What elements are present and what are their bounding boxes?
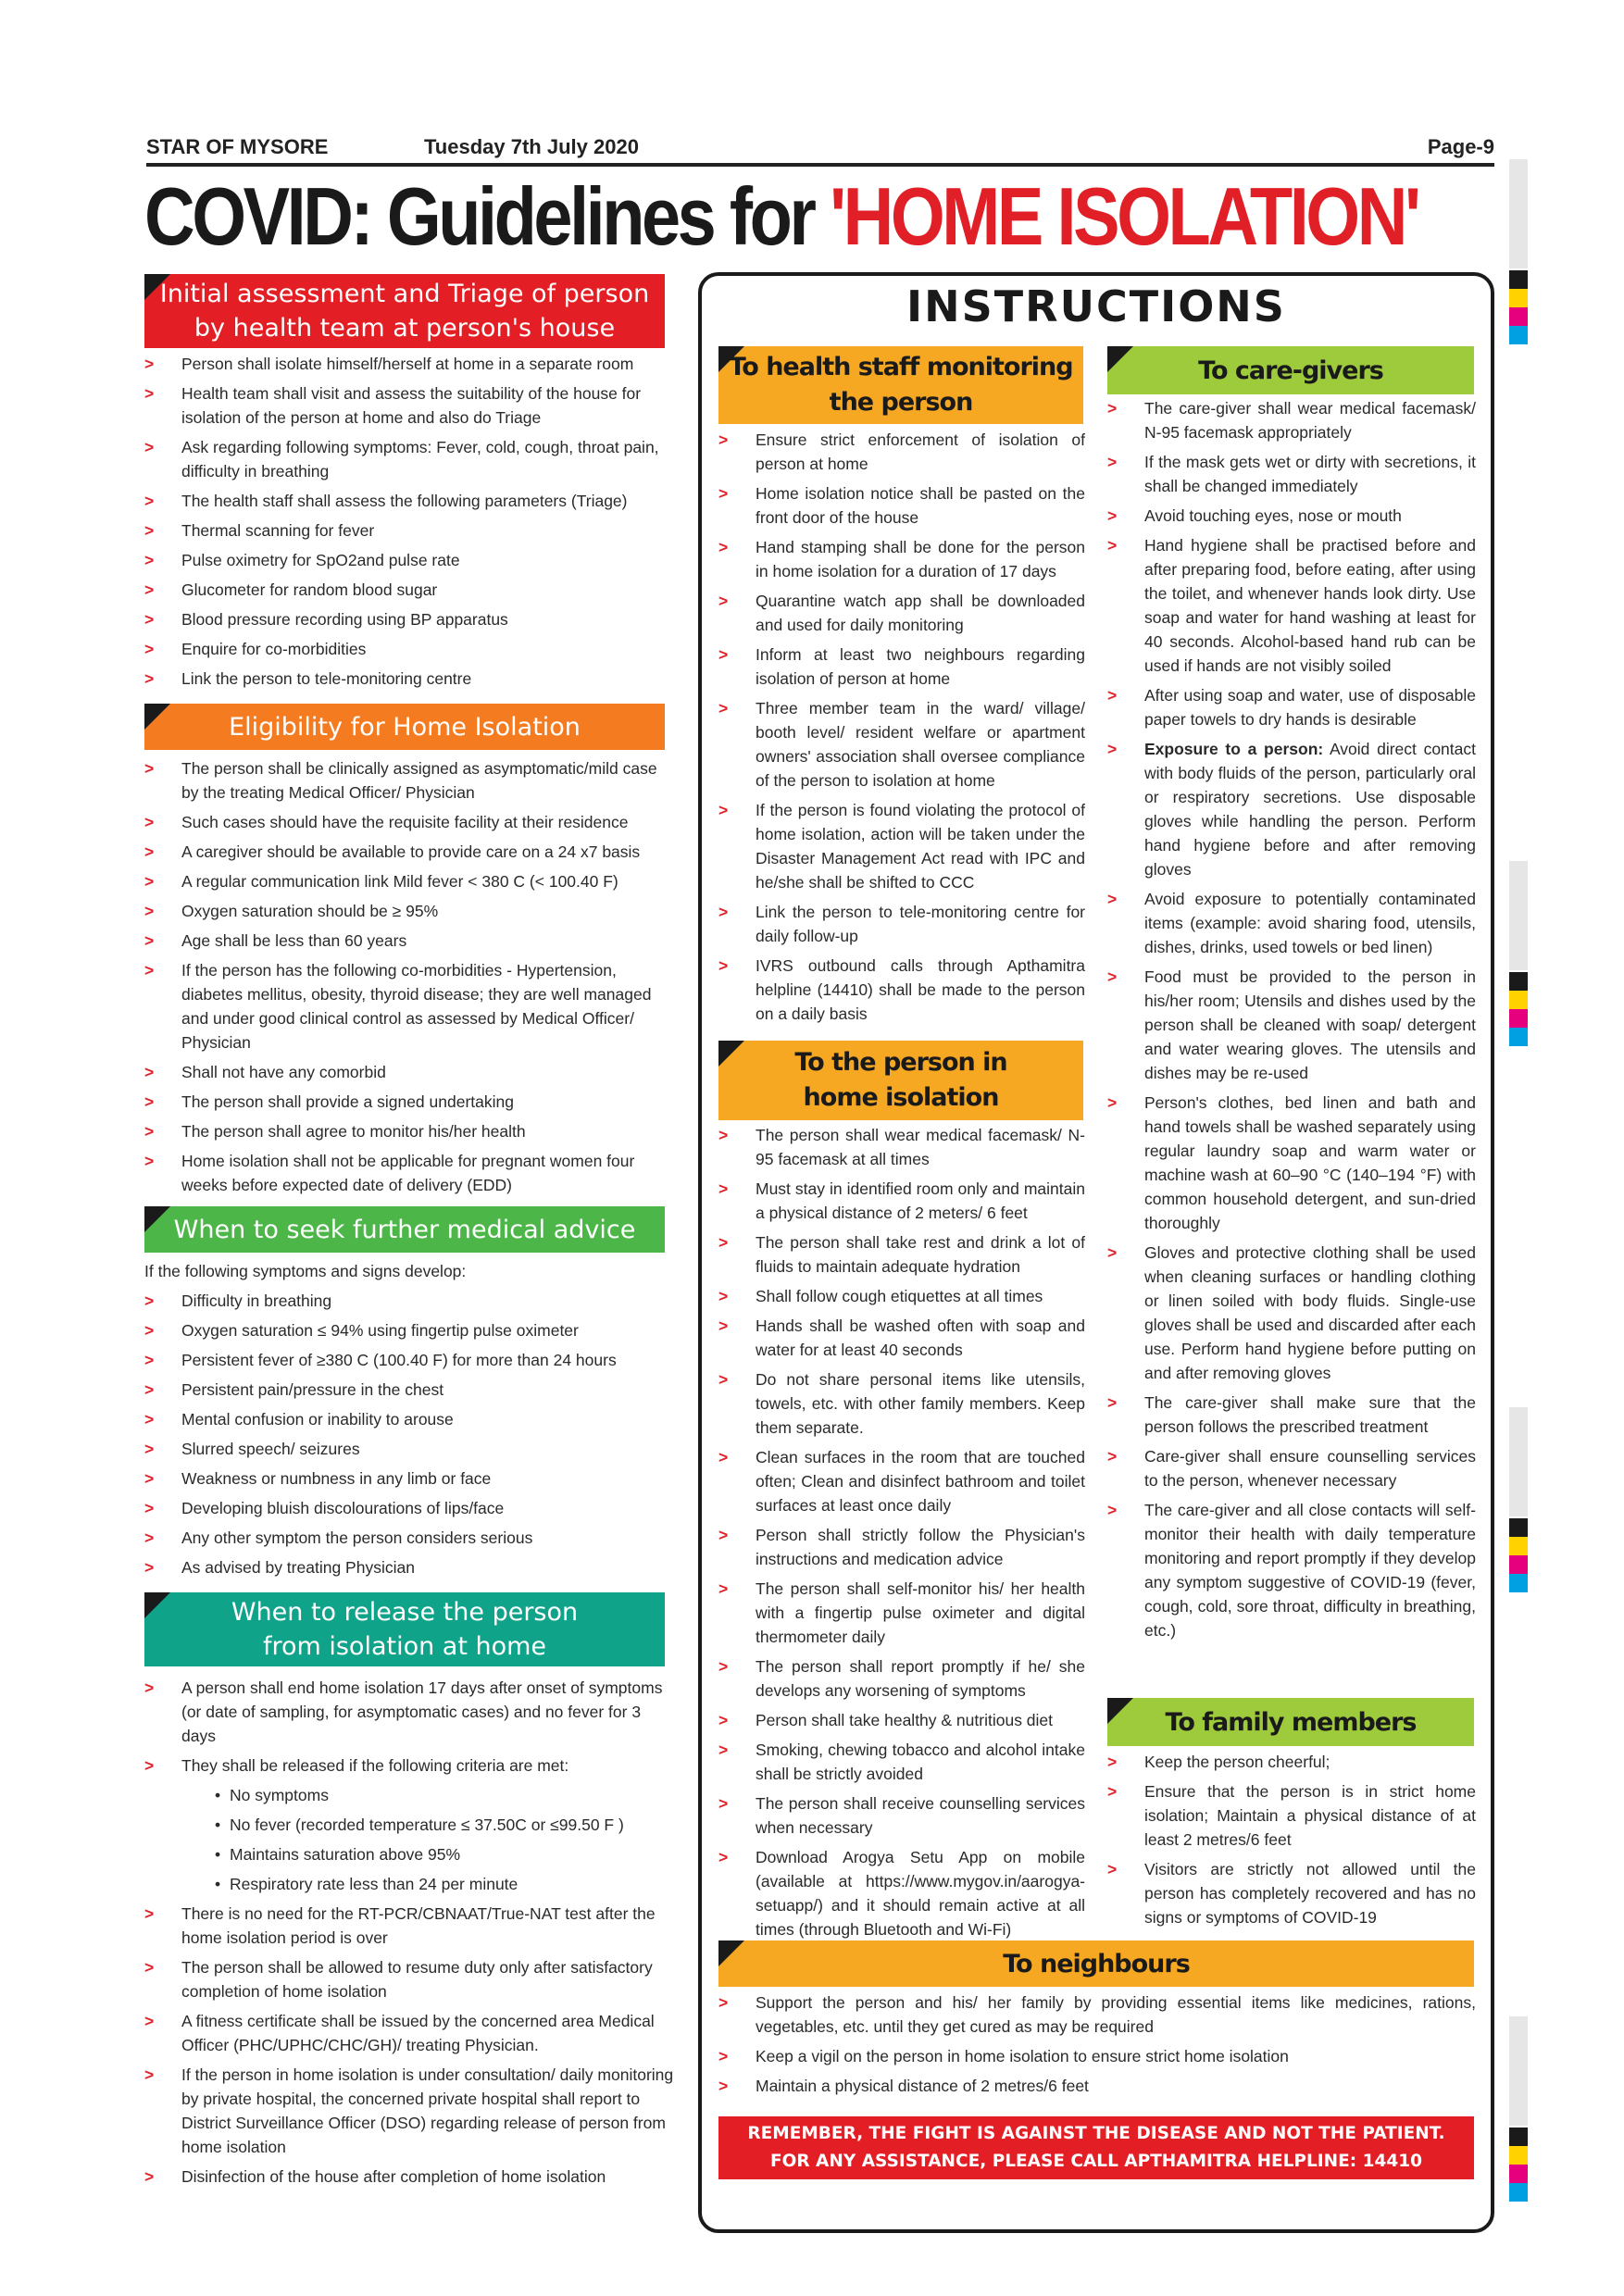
bullet-icon: >	[1107, 1860, 1118, 1878]
bullet-icon: >	[718, 1848, 729, 1866]
bullet-icon: >	[1107, 1501, 1118, 1519]
headline-part1: COVID: Guidelines for	[144, 170, 831, 262]
bullet-icon: >	[718, 1233, 729, 1252]
list-item: > Person's clothes, bed linen and bath and hand towels shall be washed separately using regular laundry soap and warm water or machine wash at 60–90 °C (140–194 °F) with common household detergent, and sun-dried thoroughly	[1107, 1091, 1476, 1235]
list-item: > Person shall strictly follow the Physician's instructions and medication advice	[718, 1523, 1085, 1571]
bullet-icon: >	[1107, 740, 1118, 758]
bullet-icon: >	[144, 355, 155, 373]
newspaper-name: STAR OF MYSORE	[146, 135, 329, 158]
list-item: > The care-giver shall make sure that the person follows the prescribed treatment	[1107, 1391, 1476, 1439]
bullet-icon: >	[718, 1370, 729, 1389]
bullet-icon: >	[1107, 1093, 1118, 1112]
list-item: > Exposure to a person: Avoid direct contact with body fluids of the person, particularly oral or respiratory secretions. Use disposable gloves while handling the person. Perform hand hygiene before and after removing gloves	[1107, 737, 1476, 881]
bullet-icon: >	[144, 438, 155, 456]
eligibility-title: Eligibility for Home Isolation	[229, 712, 581, 742]
bullet-icon: >	[718, 592, 729, 610]
list-item: > Age shall be less than 60 years	[144, 929, 676, 953]
bullet-icon: >	[144, 1152, 155, 1170]
family-title: To family members	[1165, 1707, 1417, 1737]
list-item: > Hand hygiene shall be practised before and after preparing food, before eating, after using the toilet, and whenever hands look dirty. Use soap and water for hand washing at least for 40 seconds. Alcohol-based hand rub can be used if hands are not visibly soiled	[1107, 533, 1476, 678]
list-item: > Three member team in the ward/ village/ booth level/ resident welfare or apartment owners' association shall oversee compliance of the person to isolation at home	[718, 696, 1085, 792]
bullet-icon: >	[1107, 1393, 1118, 1412]
neighbours-section-header	[718, 1940, 1474, 1987]
corner-triangle-icon	[144, 704, 170, 730]
list-item: > A regular communication link Mild fever < 380 C (< 100.40 F)	[144, 869, 676, 893]
color-registration-marks	[1509, 972, 1528, 1046]
bullet-icon: >	[144, 872, 155, 891]
list-item: > The care-giver and all close contacts will self-monitor their health with daily temperature monitoring and report promptly if they develop any symptom suggestive of COVID-19 (fever, cough, cold, sore throat, difficulty in breathing, etc.)	[1107, 1498, 1476, 1642]
bullet-icon: >	[718, 1126, 729, 1144]
margin-bar	[1509, 159, 1528, 268]
list-item: > After using soap and water, use of disposable paper towels to dry hands is desirable	[1107, 683, 1476, 731]
criteria-item: • Respiratory rate less than 24 per minute	[144, 1872, 676, 1896]
bullet-icon: >	[144, 759, 155, 778]
bullet-icon: >	[718, 1179, 729, 1198]
bullet-icon: >	[718, 2047, 729, 2065]
list-item: > Person shall take healthy & nutritious diet	[718, 1708, 1085, 1732]
list-item: > Gloves and protective clothing shall be used when cleaning surfaces or handling clothing or linen soiled with body fluids. Single-use gloves shall be used and discarded after each use. Perform hand hygiene before putting on and after removing gloves	[1107, 1241, 1476, 1385]
helpline-banner	[718, 2116, 1474, 2179]
bullet-icon: >	[144, 1529, 155, 1547]
bullet-icon: >	[718, 1794, 729, 1813]
list-item: > If the person is found violating the protocol of home isolation, action will be taken under the Disaster Management Act read with IPC and he/she shall be shifted to CCC	[718, 798, 1085, 894]
list-item: > The person shall report promptly if he/ she develops any worsening of symptoms	[718, 1654, 1085, 1703]
release-title-line2: from isolation at home	[262, 1632, 547, 1661]
corner-triangle-icon	[1107, 346, 1133, 372]
list-item: > Weakness or numbness in any limb or face	[144, 1466, 676, 1491]
masthead	[146, 135, 1494, 167]
bullet-icon: >	[144, 1558, 155, 1577]
bullet-icon: >	[718, 1287, 729, 1305]
bullet-icon: >	[718, 956, 729, 975]
staff-list	[718, 428, 1085, 1031]
list-item: > Persistent pain/pressure in the chest	[144, 1378, 676, 1402]
bullet-icon: >	[144, 384, 155, 403]
list-item: > Support the person and his/ her family by providing essential items like medicines, rations, vegetables, etc. until they get cured as may be required	[718, 1990, 1476, 2039]
triage-section-header	[144, 274, 665, 348]
list-item: > Ensure that the person is in strict home isolation; Maintain a physical distance of at least 2 metres/6 feet	[1107, 1779, 1476, 1852]
bullet-icon: >	[144, 1958, 155, 1977]
list-item: > Slurred speech/ seizures	[144, 1437, 676, 1461]
bullet-icon: >	[144, 902, 155, 920]
list-item: > Home isolation notice shall be pasted on the front door of the house	[718, 481, 1085, 530]
bullet-icon: >	[718, 1741, 729, 1759]
bullet-icon: >	[144, 580, 155, 599]
dot-bullet-icon: •	[215, 1845, 221, 1864]
bullet-icon: >	[718, 1526, 729, 1544]
corner-triangle-icon	[718, 346, 744, 372]
advice-section-header	[144, 1206, 665, 1253]
family-list	[1107, 1750, 1476, 1935]
caregivers-list	[1107, 396, 1476, 1648]
headline-part2: 'HOME ISOLATION'	[830, 170, 1418, 262]
bullet-icon: >	[144, 2065, 155, 2084]
page-number: Page-9	[1427, 135, 1494, 158]
list-item: > Quarantine watch app shall be downloaded and used for daily monitoring	[718, 589, 1085, 637]
dot-bullet-icon: •	[215, 1875, 221, 1893]
list-item: > Shall not have any comorbid	[144, 1060, 676, 1084]
bullet-icon: >	[144, 1292, 155, 1310]
list-item: > The person shall wear medical facemask/ N-95 facemask at all times	[718, 1123, 1085, 1171]
bullet-icon: >	[718, 430, 729, 449]
list-item: > Oxygen saturation should be ≥ 95%	[144, 899, 676, 923]
color-registration-marks	[1509, 2128, 1528, 2202]
person-section-header	[718, 1041, 1083, 1120]
bullet-icon: >	[718, 538, 729, 556]
bullet-icon: >	[144, 2167, 155, 2186]
bullet-icon: >	[144, 1904, 155, 1923]
list-item: > Difficulty in breathing	[144, 1289, 676, 1313]
list-item: > Smoking, chewing tobacco and alcohol intake shall be strictly avoided	[718, 1738, 1085, 1786]
corner-triangle-icon	[144, 1206, 170, 1232]
release-section-header	[144, 1592, 665, 1666]
bullet-icon: >	[144, 640, 155, 658]
list-item: > Persistent fever of ≥380 C (100.40 F) for more than 24 hours	[144, 1348, 676, 1372]
bullet-icon: >	[718, 2077, 729, 2095]
list-item: > Any other symptom the person considers serious	[144, 1526, 676, 1550]
bullet-icon: >	[144, 1469, 155, 1488]
page-headline	[144, 163, 1418, 270]
list-item: > The person shall be allowed to resume duty only after satisfactory completion of home isolation	[144, 1955, 676, 2003]
list-item: > Such cases should have the requisite facility at their residence	[144, 810, 676, 834]
criteria-item: • Maintains saturation above 95%	[144, 1842, 676, 1866]
bullet-icon: >	[144, 961, 155, 980]
exposure-label: Exposure to a person:	[1144, 740, 1324, 758]
list-item: > There is no need for the RT-PCR/CBNAAT/True-NAT test after the home isolation period is over	[144, 1902, 676, 1950]
list-item: > Home isolation shall not be applicable for pregnant women four weeks before expected date of delivery (EDD)	[144, 1149, 676, 1197]
list-item: > The person shall self-monitor his/ her health with a fingertip pulse oximeter and digital thermometer daily	[718, 1577, 1085, 1649]
list-item: > The person shall take rest and drink a lot of fluids to maintain adequate hydration	[718, 1230, 1085, 1279]
list-item: > Person shall isolate himself/herself at home in a separate room	[144, 352, 676, 376]
bullet-icon: >	[1107, 399, 1118, 418]
list-item: > Link the person to tele-monitoring centre	[144, 667, 676, 691]
bullet-icon: >	[1107, 453, 1118, 471]
list-item: > Disinfection of the house after completion of home isolation	[144, 2165, 676, 2189]
triage-list	[144, 352, 676, 696]
bullet-icon: >	[718, 484, 729, 503]
list-item: > Ask regarding following symptoms: Fever, cold, cough, throat pain, difficulty in breathing	[144, 435, 676, 483]
bullet-icon: >	[144, 1499, 155, 1517]
list-item: > Health team shall visit and assess the suitability of the house for isolation of the person at home and also do Triage	[144, 381, 676, 430]
corner-triangle-icon	[144, 1592, 170, 1618]
list-item: > Keep a vigil on the person in home isolation to ensure strict home isolation	[718, 2044, 1476, 2068]
list-item: > A person shall end home isolation 17 days after onset of symptoms (or date of sampling, for asymptomatic cases) and no fever for 3 days	[144, 1676, 676, 1748]
bullet-icon: >	[718, 1711, 729, 1729]
bullet-icon: >	[144, 1410, 155, 1429]
margin-bar	[1509, 1407, 1528, 1516]
list-item: > Shall follow cough etiquettes at all times	[718, 1284, 1085, 1308]
bullet-icon: >	[144, 1756, 155, 1775]
dot-bullet-icon: •	[215, 1786, 221, 1804]
corner-triangle-icon	[718, 1041, 744, 1067]
bullet-icon: >	[718, 1448, 729, 1466]
list-item: > Inform at least two neighbours regarding isolation of person at home	[718, 643, 1085, 691]
bullet-icon: >	[144, 521, 155, 540]
eligibility-list	[144, 756, 676, 1203]
staff-section-header	[718, 346, 1083, 424]
list-item: > Clean surfaces in the room that are touched often; Clean and disinfect bathroom and toilet surfaces at least once daily	[718, 1445, 1085, 1517]
list-item: > Avoid touching eyes, nose or mouth	[1107, 504, 1476, 528]
list-item: > IVRS outbound calls through Apthamitra helpline (14410) shall be made to the person on a daily basis	[718, 954, 1085, 1026]
list-item: > Do not share personal items like utensils, towels, etc. with other family members. Keep them separate.	[718, 1367, 1085, 1440]
list-item: > The care-giver shall wear medical facemask/ N-95 facemask appropriately	[1107, 396, 1476, 444]
triage-title-line1: Initial assessment and Triage of person	[159, 280, 650, 308]
bullet-icon: >	[144, 1678, 155, 1697]
list-item: > Mental confusion or inability to arouse	[144, 1407, 676, 1431]
margin-bar	[1509, 2016, 1528, 2126]
list-item: > A fitness certificate shall be issued by the concerned area Medical Officer (PHC/UPHC/CHC/GH)/ treating Physician.	[144, 2009, 676, 2057]
caregivers-title: To care-givers	[1198, 356, 1383, 385]
advice-intro: If the following symptoms and signs develop:	[144, 1262, 467, 1280]
criteria-item: • No fever (recorded temperature ≤ 37.50C or ≤99.50 F )	[144, 1813, 676, 1837]
advice-title: When to seek further medical advice	[173, 1215, 636, 1244]
list-item: > Ensure strict enforcement of isolation of person at home	[718, 428, 1085, 476]
list-item: > Hand stamping shall be done for the person in home isolation for a duration of 17 days	[718, 535, 1085, 583]
list-item: > The person shall be clinically assigned as asymptomatic/mild case by the treating Medical Officer/ Physician	[144, 756, 676, 805]
person-title-line1: To the person in	[794, 1048, 1007, 1077]
list-item: > A caregiver should be available to provide care on a 24 x7 basis	[144, 840, 676, 864]
list-item: > Visitors are strictly not allowed until the person has completely recovered and has no signs or symptoms of COVID-19	[1107, 1857, 1476, 1929]
bullet-icon: >	[144, 813, 155, 831]
list-item: > Food must be provided to the person in his/her room; Utensils and dishes used by the person shall be cleaned with soap/ detergent and water wearing gloves. The utensils and dishes may be re-used	[1107, 965, 1476, 1085]
list-item: > Download Arogya Setu App on mobile (available at https://www.mygov.in/aarogya-setuapp/) and it should remain active at all times (through Bluetooth and Wi-Fi)	[718, 1845, 1085, 1941]
bullet-icon: >	[718, 699, 729, 718]
family-section-header	[1107, 1698, 1474, 1746]
bullet-icon: >	[718, 1657, 729, 1676]
bullet-icon: >	[1107, 536, 1118, 555]
list-item: > Oxygen saturation ≤ 94% using fingertip pulse oximeter	[144, 1318, 676, 1342]
staff-title-line2: the person	[829, 388, 973, 417]
color-registration-marks	[1509, 270, 1528, 344]
bullet-icon: >	[144, 1440, 155, 1458]
bullet-icon: >	[1107, 1753, 1118, 1771]
list-item: > Keep the person cheerful;	[1107, 1750, 1476, 1774]
bullet-icon: >	[718, 645, 729, 664]
list-item: > The person shall provide a signed undertaking	[144, 1090, 676, 1114]
bullet-icon: >	[144, 1321, 155, 1340]
margin-bar	[1509, 861, 1528, 970]
bullet-icon: >	[144, 2012, 155, 2030]
bullet-icon: >	[144, 610, 155, 629]
list-item: > The health staff shall assess the following parameters (Triage)	[144, 489, 676, 513]
bullet-icon: >	[1107, 890, 1118, 908]
bullet-icon: >	[1107, 506, 1118, 525]
triage-title-line2: by health team at person's house	[194, 314, 616, 343]
bullet-icon: >	[1107, 1447, 1118, 1466]
bullet-icon: >	[144, 1351, 155, 1369]
bullet-icon: >	[718, 1579, 729, 1598]
neighbours-title: To neighbours	[1003, 1949, 1190, 1978]
criteria-item: • No symptoms	[144, 1783, 676, 1807]
list-item: > If the person in home isolation is under consultation/ daily monitoring by private hospital, the concerned private hospital shall report to District Surveillance Officer (DSO) regarding release of person from home isolation	[144, 2063, 676, 2159]
person-list	[718, 1123, 1085, 1947]
instructions-title: INSTRUCTIONS	[906, 281, 1286, 331]
list-item: > Blood pressure recording using BP apparatus	[144, 607, 676, 631]
list-item: > Glucometer for random blood sugar	[144, 578, 676, 602]
list-item: > Pulse oximetry for SpO2and pulse rate	[144, 548, 676, 572]
issue-date: Tuesday 7th July 2020	[424, 135, 639, 158]
remember-line1: REMEMBER, THE FIGHT IS AGAINST THE DISEASE AND NOT THE PATIENT.	[747, 2124, 1445, 2143]
advice-list	[144, 1289, 676, 1585]
bullet-icon: >	[144, 492, 155, 510]
remember-line2: FOR ANY ASSISTANCE, PLEASE CALL APTHAMITRA HELPLINE: 14410	[770, 2152, 1422, 2171]
color-registration-marks	[1509, 1518, 1528, 1592]
bullet-icon: >	[1107, 686, 1118, 705]
bullet-icon: >	[1107, 967, 1118, 986]
corner-triangle-icon	[1107, 1698, 1133, 1724]
list-item: > Avoid exposure to potentially contaminated items (example: avoid sharing food, utensils, dishes, drinks, used towels or bed linen)	[1107, 887, 1476, 959]
bullet-icon: >	[718, 1316, 729, 1335]
list-item: > Must stay in identified room only and maintain a physical distance of 2 meters/ 6 feet	[718, 1177, 1085, 1225]
list-item: > As advised by treating Physician	[144, 1555, 676, 1579]
list-item: > They shall be released if the following criteria are met:	[144, 1753, 676, 1778]
list-item: > Thermal scanning for fever	[144, 518, 676, 543]
bullet-icon: >	[144, 1063, 155, 1081]
bullet-icon: >	[144, 842, 155, 861]
bullet-icon: >	[1107, 1243, 1118, 1262]
neighbours-list	[718, 1990, 1476, 2103]
bullet-icon: >	[144, 669, 155, 688]
list-item: > Developing bluish discolourations of lips/face	[144, 1496, 676, 1520]
list-item: > Care-giver shall ensure counselling services to the person, whenever necessary	[1107, 1444, 1476, 1492]
staff-title-line1: To health staff monitoring	[729, 353, 1073, 381]
bullet-icon: >	[1107, 1782, 1118, 1801]
caregivers-section-header	[1107, 346, 1474, 394]
list-item: > The person shall agree to monitor his/her health	[144, 1119, 676, 1143]
list-item: > Link the person to tele-monitoring centre for daily follow-up	[718, 900, 1085, 948]
release-title-line1: When to release the person	[231, 1598, 579, 1627]
bullet-icon: >	[144, 551, 155, 569]
corner-triangle-icon	[718, 1940, 744, 1966]
bullet-icon: >	[144, 1122, 155, 1141]
bullet-icon: >	[144, 1380, 155, 1399]
bullet-icon: >	[144, 931, 155, 950]
release-list	[144, 1676, 676, 2194]
list-item: > Maintain a physical distance of 2 metres/6 feet	[718, 2074, 1476, 2098]
bullet-icon: >	[718, 801, 729, 819]
person-title-line2: home isolation	[803, 1083, 999, 1112]
bullet-icon: >	[718, 1993, 729, 2012]
bullet-icon: >	[718, 903, 729, 921]
list-item: > The person shall receive counselling services when necessary	[718, 1791, 1085, 1840]
list-item: > If the mask gets wet or dirty with secretions, it shall be changed immediately	[1107, 450, 1476, 498]
corner-triangle-icon	[144, 274, 170, 300]
eligibility-section-header	[144, 704, 665, 750]
list-item: > Enquire for co-morbidities	[144, 637, 676, 661]
bullet-icon: >	[144, 1092, 155, 1111]
list-item: > Hands shall be washed often with soap and water for at least 40 seconds	[718, 1314, 1085, 1362]
list-item: > If the person has the following co-morbidities - Hypertension, diabetes mellitus, obesity, thyroid disease; they are well managed and under good clinical control as assessed by Medical Officer/ Physician	[144, 958, 676, 1054]
dot-bullet-icon: •	[215, 1816, 221, 1834]
